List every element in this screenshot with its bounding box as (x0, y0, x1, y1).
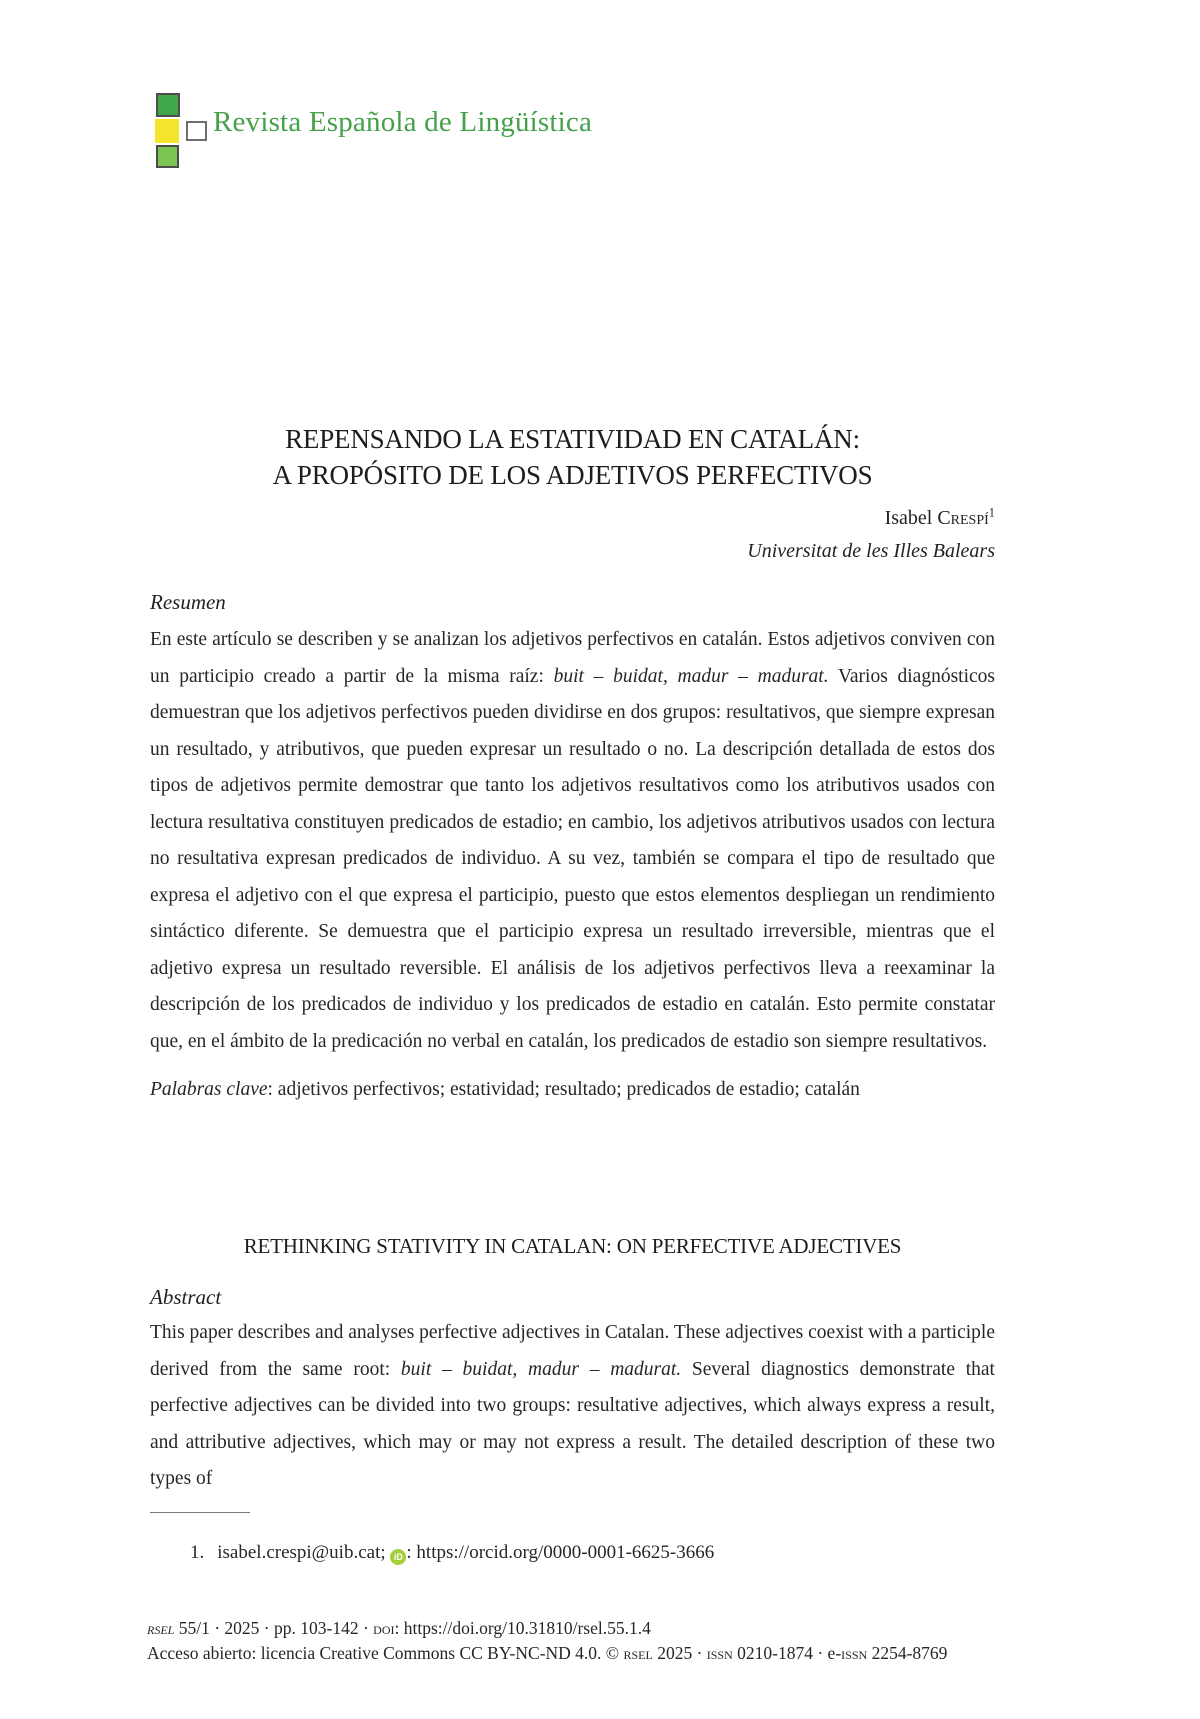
author-email-link[interactable]: isabel.crespi@uib.cat; (217, 1542, 386, 1563)
journal-name: Revista Española de Lingüística (213, 106, 593, 138)
orcid-url-link[interactable]: : https://orcid.org/0000-0001-6625-3666 (406, 1542, 715, 1563)
article-title (150, 421, 995, 493)
footnote-marker: 1. (190, 1542, 205, 1563)
resumen-paragraph: En este artículo se describen y se analizan los adjetivos perfectivos en catalán. Estos adjetivos conviven con un participio creado a partir de la misma raíz: buit – buidat, madur – madurat. Varios diagnósticos demuestran que los adjetivos perfectivos pueden dividirse en dos grupos: resultativos, que siempre expresan un resultado, y atributivos, que pueden expresar un resultado o no. La descripción detallada de estos dos tipos de adjetivos permite demostrar que tanto los adjetivos resultativos como los atributivos usados con lectura resultativa constituyen predicados de estadio; en cambio, los adjetivos atributivos usados con lectura no resultativa expresan predicados de individuo. A su vez, también se compara el tipo de resultado que expresa el adjetivo con el que expresa el participio, puesto que estos elementos despliegan un rendimiento sintáctico diferente. Se demuestra que el participio expresa un resultado irreversible, mientras que el adjetivo expresa un resultado reversible. El análisis de los adjetivos perfectivos lleva a reexaminar la descripción de los predicados de individuo y los predicados de estadio en catalán. Esto permite constatar que, en el ámbito de la predicación no verbal en catalán, los predicados de estadio son siempre resultativos. (150, 629, 995, 1052)
page-footer (147, 1616, 1147, 1665)
article-title-line-1: REPENSANDO LA ESTATIVIDAD EN CATALÁN: (285, 424, 860, 454)
footnote (190, 1540, 1050, 1566)
logo-square-outline-icon (186, 121, 207, 141)
resumen-section (150, 588, 995, 1105)
logo-square-green-icon (156, 93, 180, 117)
footer-citation-line[interactable]: rsel 55/1 · 2025 · pp. 103-142 · doi: https://doi.org/10.31810/rsel.55.1.4 (147, 1618, 651, 1638)
keywords-line: Palabras clave: adjetivos perfectivos; estatividad; resultado; predicados de estadio; catalán (150, 1079, 860, 1100)
logo-square-lightgreen-icon (156, 145, 179, 168)
orcid-icon[interactable]: iD (390, 1549, 406, 1565)
author-name: Isabel Crespí$^1$ (884, 505, 995, 529)
footer-license-line: Acceso abierto: licencia Creative Commons CC BY-NC-ND 4.0. © rsel 2025 · issn 0210-1874 · e-issn 2254-8769 (147, 1642, 948, 1663)
footnote-divider (150, 1512, 250, 1513)
author-affiliation: Universitat de les Illes Balears (747, 540, 995, 562)
english-abstract-section (150, 1231, 995, 1498)
abstract-paragraph: This paper describes and analyses perfective adjectives in Catalan. These adjectives coexist with a participle derived from the same root: buit – buidat, madur – madurat. Several diagnostics demonstrate that perfective adjectives can be divided into two groups: resultative adjectives, which always express a result, and attributive adjectives, which may or may not express a result. The detailed description of these two types of (150, 1322, 995, 1489)
english-title: RETHINKING STATIVITY IN CATALAN: ON PERFECTIVE ADJECTIVES (243, 1234, 902, 1258)
resumen-heading: Resumen (150, 590, 226, 614)
article-title-line-2: A PROPÓSITO DE LOS ADJETIVOS PERFECTIVOS (272, 460, 873, 490)
logo-square-yellow-icon (155, 119, 179, 143)
abstract-heading: Abstract (150, 1285, 222, 1309)
